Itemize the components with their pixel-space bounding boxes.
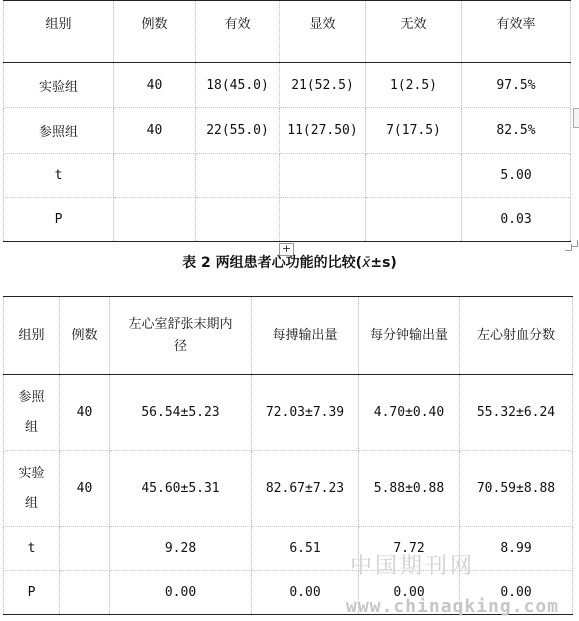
table-cell: 0.00: [359, 571, 460, 615]
table-cell: 70.59±8.88: [460, 451, 573, 527]
table-row: [4, 527, 573, 571]
table-cell: 97.5%: [462, 63, 571, 108]
header-cell: 组别: [4, 1, 114, 63]
table-cell: 参照组: [4, 375, 60, 451]
table-cell: 5.88±0.88: [359, 451, 460, 527]
table-cell: [280, 198, 366, 242]
table-cell: 55.32±6.24: [460, 375, 573, 451]
table-cell: 0.03: [462, 198, 571, 242]
table-cell: [60, 527, 110, 571]
table-cell: 5.00: [462, 154, 571, 198]
table-cell: 72.03±7.39: [252, 375, 359, 451]
table-resize-handle[interactable]: +: [279, 243, 294, 256]
table-cell: 40: [114, 108, 196, 154]
table-cell: 21(52.5): [280, 63, 366, 108]
table-header-row: [4, 297, 573, 375]
table-cell: 82.5%: [462, 108, 571, 154]
table-row: [4, 154, 571, 198]
header-cell: 无效: [366, 1, 462, 63]
header-cell: 左心室舒张末期内径: [110, 297, 252, 375]
table-row: [4, 198, 571, 242]
table-cell: 45.60±5.31: [110, 451, 252, 527]
caption-tail: ±s): [370, 255, 397, 271]
table-row: [4, 108, 571, 154]
header-cell: 例数: [60, 297, 110, 375]
table-header-row: [4, 1, 571, 63]
table-cell: 82.67±7.23: [252, 451, 359, 527]
efficacy-table: [3, 0, 571, 242]
table-row: [4, 451, 573, 527]
table-cell: P: [4, 198, 114, 242]
table-cell: 8.99: [460, 527, 573, 571]
table-cell: 11(27.50): [280, 108, 366, 154]
table-cell: 56.54±5.23: [110, 375, 252, 451]
table-cell: 18(45.0): [196, 63, 280, 108]
header-cell: 左心射血分数: [460, 297, 573, 375]
caption-xbar: x̄: [362, 255, 371, 271]
header-cell: 每分钟输出量: [359, 297, 460, 375]
table-cell: [114, 154, 196, 198]
table-cell: 7.72: [359, 527, 460, 571]
table-row: [4, 63, 571, 108]
table-cell: [196, 198, 280, 242]
table-cell: t: [4, 527, 60, 571]
table-cell: [60, 571, 110, 615]
caption-text: 表 2 两组患者心功能的比较(: [182, 255, 363, 271]
table-cell: [196, 154, 280, 198]
watermark-text: 中国期刊网: [350, 554, 476, 579]
header-cell: 每搏输出量: [252, 297, 359, 375]
table-cell: 0.00: [110, 571, 252, 615]
table-cell: 7(17.5): [366, 108, 462, 154]
corner-mark: [571, 240, 578, 247]
watermark-url: www.chinaqking.com: [346, 596, 560, 617]
side-scroll-tab[interactable]: [573, 108, 579, 128]
table-cell: 实验组: [4, 451, 60, 527]
table-cell: 22(55.0): [196, 108, 280, 154]
table-cell: [114, 198, 196, 242]
table-cell: 1(2.5): [366, 63, 462, 108]
table-row: [4, 375, 573, 451]
table-cell: 40: [60, 451, 110, 527]
cardiac-function-table: [3, 296, 573, 615]
table-cell: 0.00: [460, 571, 573, 615]
table-cell: 实验组: [4, 63, 114, 108]
table-cell: [366, 198, 462, 242]
table-cell: t: [4, 154, 114, 198]
header-cell: 有效: [196, 1, 280, 63]
table-cell: [280, 154, 366, 198]
table-cell: P: [4, 571, 60, 615]
header-cell: 有效率: [462, 1, 571, 63]
table-cell: [366, 154, 462, 198]
header-cell: 显效: [280, 1, 366, 63]
table-cell: 0.00: [252, 571, 359, 615]
table-caption: [0, 252, 579, 272]
table-cell: 4.70±0.40: [359, 375, 460, 451]
table-cell: 40: [60, 375, 110, 451]
table-cell: 9.28: [110, 527, 252, 571]
header-cell: 例数: [114, 1, 196, 63]
table-cell: 参照组: [4, 108, 114, 154]
table-cell: 6.51: [252, 527, 359, 571]
header-cell: 组别: [4, 297, 60, 375]
table-cell: 40: [114, 63, 196, 108]
